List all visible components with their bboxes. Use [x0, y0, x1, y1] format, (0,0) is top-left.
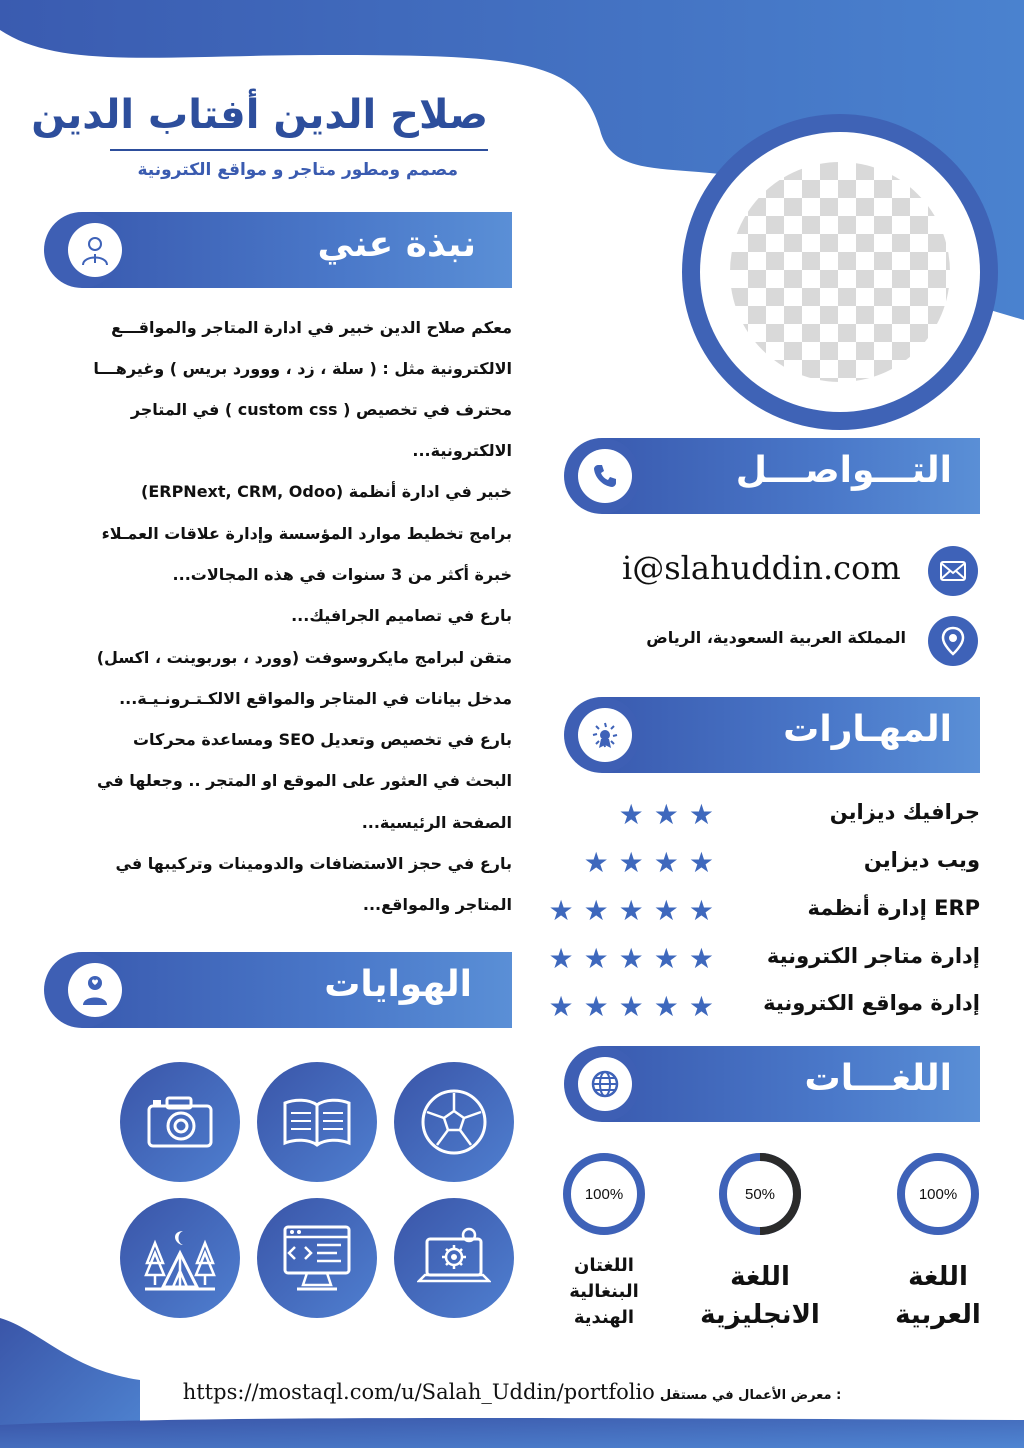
star-icon: ★ — [618, 942, 644, 975]
skill-label: ويب ديزاين — [863, 848, 980, 872]
contact-section-header — [564, 438, 980, 514]
skill-label: إدارة أنظمة ERP — [807, 896, 980, 920]
language-name-english — [684, 1258, 836, 1334]
language-percent: 50% — [744, 1186, 776, 1203]
email-text[interactable]: i@slahuddin.com — [622, 549, 901, 587]
about-line: متقن لبرامج مايكروسوفت (وورد ، بوربوينت ، اكسل) — [96, 648, 512, 667]
job-title: مصمم ومطور متاجر و مواقع الكترونية — [137, 160, 458, 180]
portfolio-link[interactable]: https://mostaql.com/u/Salah_Uddin/portfolio — [182, 1380, 655, 1404]
hobbies-section-header — [44, 952, 512, 1028]
star-icon: ★ — [653, 894, 679, 927]
location-pin-icon — [928, 616, 978, 666]
about-line: محترف في تخصيص ( custom css ) في المتاجر — [130, 400, 512, 419]
language-percent: 100% — [584, 1186, 624, 1203]
language-name-arabic — [870, 1258, 1006, 1334]
language-name-line: العربية — [895, 1300, 981, 1330]
about-line: برامج تخطيط موارد المؤسسة وإدارة علاقات العمـلاء — [101, 524, 512, 543]
book-icon — [257, 1062, 377, 1182]
about-line: معكم صلاح الدين خبير في ادارة المتاجر والمواقـــع — [111, 318, 512, 337]
about-line: خبرة أكثر من 3 سنوات في هذه المجالات... — [172, 565, 512, 584]
star-icon: ★ — [583, 990, 609, 1023]
skills-heading: المهـارات — [783, 709, 952, 750]
star-icon: ★ — [618, 894, 644, 927]
portfolio-label: معرض الأعمال في مستقل : — [659, 1388, 842, 1403]
star-icon: ★ — [618, 990, 644, 1023]
mail-icon — [928, 546, 978, 596]
portfolio-footer — [150, 1380, 874, 1404]
about-line: الالكترونية مثل : ( سلة ، زد ، ووورد بريس ) وغيرهـــا — [93, 359, 512, 378]
about-line: بارع في تصاميم الجرافيك... — [291, 606, 512, 625]
star-icon: ★ — [688, 846, 714, 879]
star-icon: ★ — [583, 942, 609, 975]
star-icon: ★ — [653, 846, 679, 879]
about-line: بارع في حجز الاستضافات والدومينات وتركيبها في — [115, 854, 512, 873]
skill-rating — [618, 798, 714, 831]
skill-rating — [548, 894, 714, 927]
star-icon: ★ — [688, 798, 714, 831]
page-title: صلاح الدين أفتاب الدين — [31, 92, 488, 138]
skill-rating — [583, 846, 714, 879]
star-icon: ★ — [618, 798, 644, 831]
about-line: البحث في العثور على الموقع او المتجر .. وجعلها في — [97, 771, 512, 790]
profile-photo — [730, 162, 950, 382]
coding-icon — [257, 1198, 377, 1318]
about-line: مدخل بيانات في المتاجر والمواقع الالكـتـرونـيـة... — [119, 689, 512, 708]
star-icon: ★ — [548, 942, 574, 975]
language-name-line: اللغة — [908, 1262, 968, 1292]
about-line: خبير في ادارة أنظمة (ERPNext, CRM, Odoo) — [141, 482, 512, 501]
about-line: بارع في تخصيص وتعديل SEO ومساعدة محركات — [132, 730, 512, 749]
skills-section-header — [564, 697, 980, 773]
language-name-line: اللغة — [730, 1262, 790, 1292]
language-name-line: الانجليزية — [700, 1300, 820, 1330]
skill-label: إدارة متاجر الكترونية — [766, 944, 980, 968]
star-icon: ★ — [688, 990, 714, 1023]
heart-person-icon — [68, 963, 122, 1017]
language-ring-bengali-hindi — [562, 1152, 646, 1236]
language-name-line: اللغتان — [574, 1255, 634, 1276]
star-icon: ★ — [653, 798, 679, 831]
star-icon: ★ — [688, 894, 714, 927]
star-icon: ★ — [583, 846, 609, 879]
star-icon: ★ — [618, 846, 644, 879]
star-icon: ★ — [548, 894, 574, 927]
about-section-header — [44, 212, 512, 288]
language-ring-arabic — [896, 1152, 980, 1236]
camping-icon — [120, 1198, 240, 1318]
award-icon — [578, 708, 632, 762]
language-name-line: الهندية — [573, 1307, 635, 1328]
star-icon: ★ — [583, 894, 609, 927]
hobbies-heading: الهوايات — [324, 964, 472, 1005]
language-percent: 100% — [918, 1186, 958, 1203]
about-line: المتاجر والمواقع... — [362, 895, 512, 914]
skill-rating — [548, 942, 714, 975]
star-icon: ★ — [688, 942, 714, 975]
star-icon: ★ — [548, 990, 574, 1023]
star-icon: ★ — [653, 990, 679, 1023]
camera-icon — [120, 1062, 240, 1182]
about-heading: نبذة عني — [317, 224, 476, 265]
language-ring-english — [718, 1152, 802, 1236]
globe-icon — [578, 1057, 632, 1111]
title-divider — [110, 149, 488, 151]
languages-heading: اللغـــات — [804, 1058, 952, 1099]
person-icon — [68, 223, 122, 277]
about-line: الصفحة الرئيسية... — [361, 813, 512, 832]
language-name-line: البنغالية — [569, 1281, 639, 1302]
location-text: المملكة العربية السعودية، الرياض — [646, 628, 906, 647]
contact-heading: التـــواصـــل — [735, 450, 952, 491]
skill-rating — [548, 990, 714, 1023]
star-icon: ★ — [653, 942, 679, 975]
skill-label: إدارة مواقع الكترونية — [763, 991, 980, 1015]
laptop-settings-icon — [394, 1198, 514, 1318]
football-icon — [394, 1062, 514, 1182]
phone-icon — [578, 449, 632, 503]
about-line: الالكترونية... — [412, 441, 512, 460]
language-name-bengali-hindi — [544, 1253, 664, 1331]
languages-section-header — [564, 1046, 980, 1122]
skill-label: جرافيك ديزاين — [829, 800, 980, 824]
